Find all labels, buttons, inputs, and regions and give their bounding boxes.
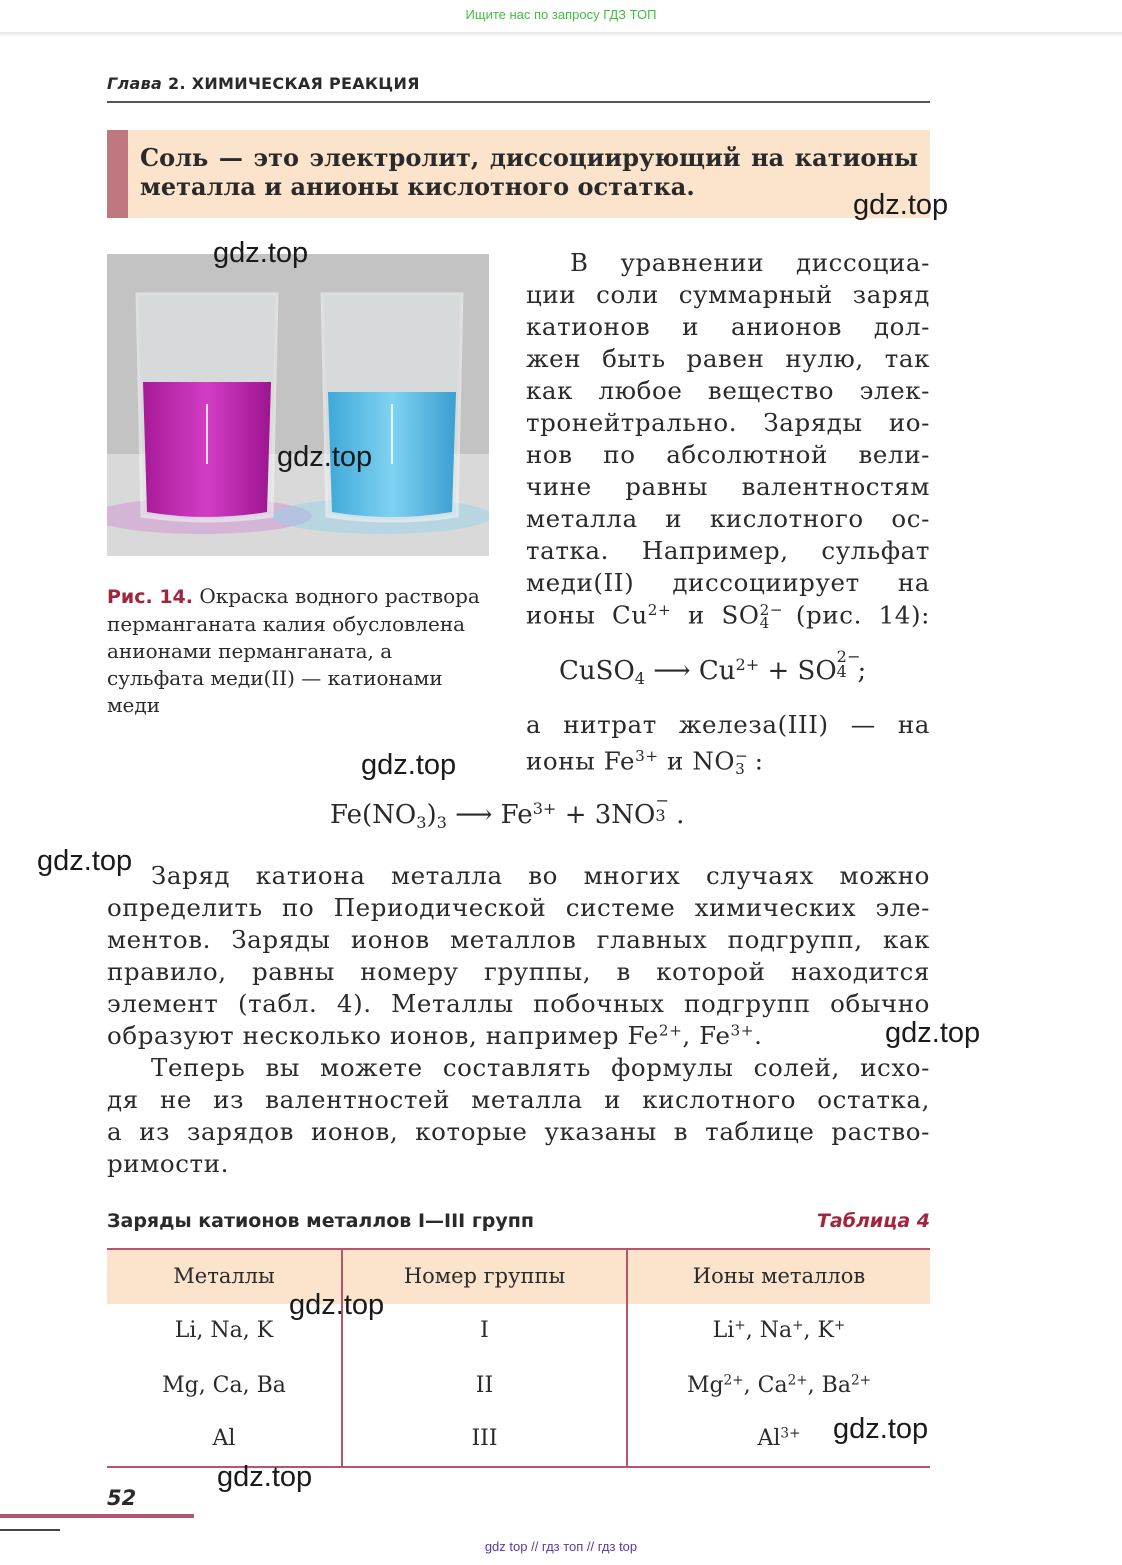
watermark: gdz.top [217, 1461, 313, 1493]
chapter-label: Глава [107, 74, 163, 93]
text-line: как любое вещество элек- [526, 376, 930, 405]
text-line: меди(II) диссоциирует на [526, 568, 930, 597]
page-number: 52 [107, 1486, 137, 1510]
text-line: дя не из валентностей металла и кислотного остатка, [107, 1085, 930, 1114]
watermark: gdz.top [37, 845, 133, 877]
figure-photo [107, 254, 489, 556]
text-line: нов по абсолютной вели- [526, 440, 930, 469]
watermark: gdz.top [833, 1413, 929, 1445]
text-line: ментов. Заряды ионов металлов главных подгрупп, как [107, 925, 930, 954]
chapter-rule [107, 101, 930, 103]
chapter-number: 2. [168, 74, 186, 93]
table-cell-group: II [475, 1373, 494, 1398]
table-cell-group: I [480, 1318, 489, 1343]
table-cell-ions: Li+, Na+, K+ [712, 1317, 846, 1343]
figure-label: Рис. 14. [107, 586, 193, 608]
table-cell-ions: $Mg^{2+}$, $Ca^{2+}$, $Ba^{2+}$ [686, 1372, 872, 1398]
table-title: Заряды катионов металлов I—III групп [107, 1210, 535, 1232]
table-cell-metals: Mg, Ca, Ba [162, 1373, 286, 1398]
definition-accent-bar [107, 130, 128, 218]
text-line: определить по Периодической системе химических эле- [107, 893, 930, 922]
text-line: а из зарядов ионов, которые указаны в таблице раство- [107, 1117, 930, 1146]
text-line: Теперь вы можете составлять формулы солей, исхо- [151, 1053, 930, 1082]
figure-caption-text: Окраска водного раствора перманганата калия обусловлена анионами перманганата, а сульфата меди(II) — катионами меди [107, 584, 480, 717]
paragraph-1 [107, 860, 930, 1052]
text-line: ции соли суммарный заряд [526, 280, 930, 309]
watermark: gdz.top [361, 749, 457, 781]
figure-caption [107, 583, 482, 719]
table-header-cell: Номер группы [403, 1264, 566, 1288]
page-corner-line [0, 1529, 60, 1531]
watermark: gdz.top [289, 1289, 385, 1321]
ions-line-2: ионы $Fe^{3+}$ и NO − 3 : [526, 746, 764, 779]
text-line: правило, равны номеру группы, в которой находится [107, 957, 930, 986]
table-cell-metals: Al [212, 1426, 236, 1451]
text-line: Заряд катиона металла во многих случаях можно [151, 861, 930, 890]
paragraph-2 [107, 1052, 930, 1180]
table-cell-metals: Li, Na, K [174, 1318, 274, 1343]
right-column-text [526, 247, 930, 632]
top-shadow [0, 32, 1122, 37]
table-header-cell: Металлы [173, 1264, 275, 1288]
table-cell-ions: $Al^{3+}$ [757, 1425, 801, 1451]
chapter-header [107, 74, 420, 93]
equation-fe-no3: $Fe(NO_3)_3$ ⟶ $Fe^{3+} + 3NO$ − 3 . [330, 791, 685, 832]
watermark: gdz.top [277, 441, 373, 473]
footer-links[interactable]: gdz top // гдз топ // гдз top [484, 1539, 638, 1554]
text-line: образуют несколько ионов, например $Fe^{2+}$, $Fe^{3+}$. [107, 1021, 763, 1050]
equation-cuso4: CuSO$_4$ ⟶ $Cu^{2+}$ + SO 2− 4 ; [559, 647, 867, 688]
text-line: В уравнении диссоциа- [570, 248, 930, 277]
beakers-illustration [107, 254, 489, 556]
table-label: Таблица 4 [816, 1210, 930, 1232]
chapter-title: ХИМИЧЕСКАЯ РЕАКЦИЯ [191, 74, 420, 93]
watermark: gdz.top [853, 189, 949, 221]
text-line: римости. [107, 1149, 230, 1178]
watermark: gdz.top [213, 237, 309, 269]
ions-line: ионы $Cu^{2+}$ и SO 2− 4 (рис. 14): [526, 600, 930, 633]
text-line: а нитрат железа(III) — на [526, 710, 930, 739]
top-search-hint[interactable]: Ищите нас по запросу ГДЗ ТОП [465, 7, 657, 22]
text-line: жен быть равен нулю, так [526, 344, 930, 373]
text-line: катионов и анионов дол- [526, 312, 930, 341]
text-line: металла и кислотного ос- [526, 504, 930, 533]
text-line: чине равны валентностям [526, 472, 930, 501]
table-header-cell: Ионы металлов [692, 1264, 866, 1288]
text-line: тронейтрально. Заряды ио- [526, 408, 930, 437]
text-line: элемент (табл. 4). Металлы побочных подгрупп обычно [107, 989, 930, 1018]
text-line: татка. Например, сульфат [526, 536, 930, 565]
watermark: gdz.top [885, 1017, 981, 1049]
table-cell-group: III [471, 1426, 498, 1451]
definition-text: Соль — это электролит, диссоциирующий на катионы металла и анионы кислотного остатка. [140, 143, 918, 201]
page-number-bar [0, 1514, 194, 1518]
